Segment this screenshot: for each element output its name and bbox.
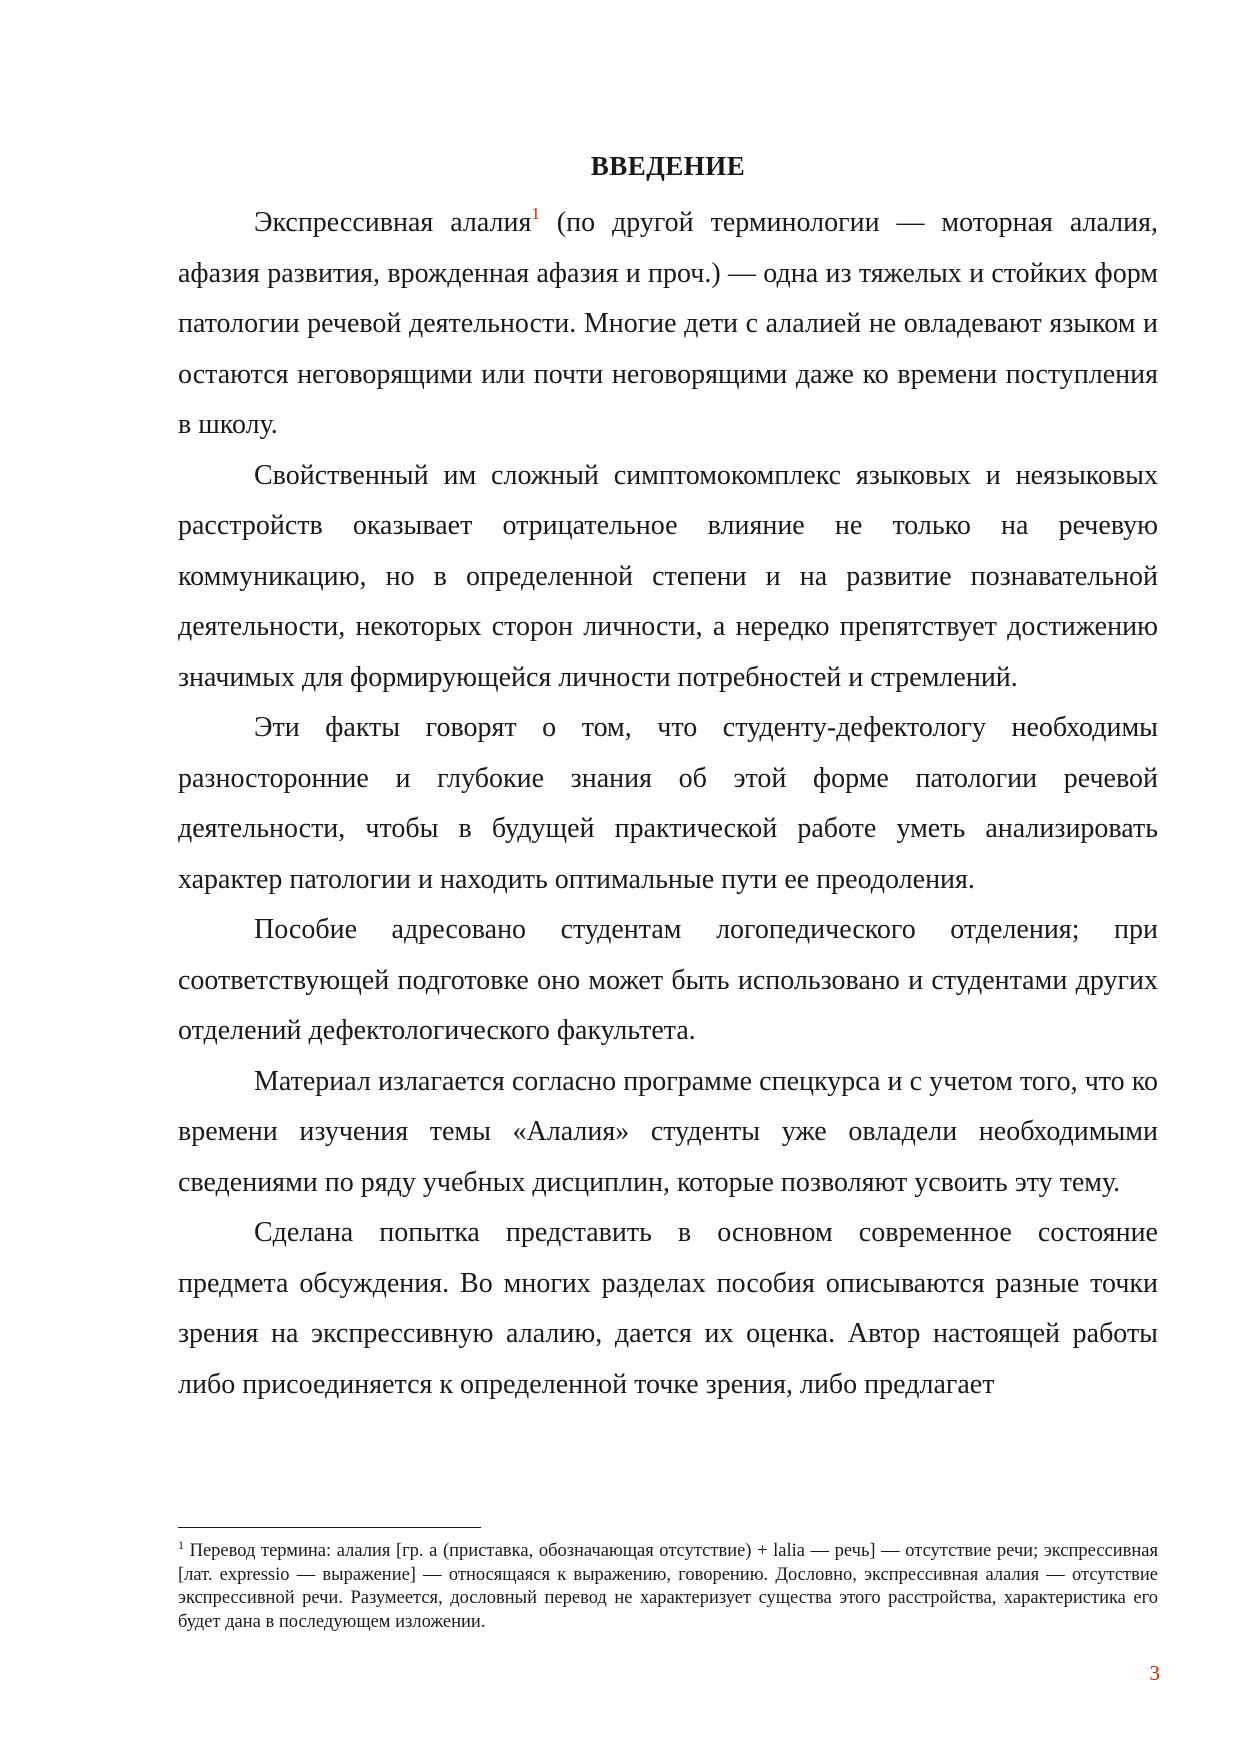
paragraph-1-text-start: Экспрессивная алалия bbox=[254, 207, 532, 238]
paragraph-1 bbox=[178, 198, 1158, 451]
body-text bbox=[178, 198, 1158, 1410]
footnote bbox=[178, 1537, 1158, 1634]
footnote-text: Перевод термина: алалия [гр. а (приставка, обозначающая отсутствие) + lalia — речь] — отсутствие речи; экспрессивная [лат. expressio — выражение] — относящаяся к выражению, говорению. Дословно, экспрессивная алалия — отсутствие экспрессивной речи. Разумеется, дословный перевод не характеризует существа этого расстройства, характеристика его будет дана в последующем изложении. bbox=[178, 1541, 1158, 1632]
footnote-separator bbox=[178, 1527, 481, 1528]
footnote-reference-link[interactable]: 1 bbox=[531, 203, 540, 223]
paragraph-4: Пособие адресовано студентам логопедического отделения; при соответствующей подготовке оно может быть использовано и студентами других отделений дефектологического факультета. bbox=[178, 914, 1158, 1046]
page-number: 3 bbox=[1149, 1661, 1160, 1685]
paragraph-3: Эти факты говорят о том, что студенту-дефектологу необходимы разносторонние и глубокие знания об этой форме патологии речевой деятельности, чтобы в будущей практической работе уметь анализировать характер патологии и находить оптимальные пути ее преодоления. bbox=[178, 712, 1158, 895]
paragraph-1-text-end: (по другой терминологии — моторная алалия, афазия развития, врожденная афазия и проч.) — одна из тяжелых и стойких форм патологии речевой деятельности. Многие дети с алалией не овладевают языком и остаются неговорящими или почти неговорящими даже ко времени поступления в школу. bbox=[178, 207, 1158, 440]
paragraph-2: Свойственный им сложный симптомокомплекс языковых и неязыковых расстройств оказывает отрицательное влияние не только на речевую коммуникацию, но в определенной степени и на развитие познавательной деятельности, некоторых сторон личности, а нередко препятствует достижению значимых для формирующейся личности потребностей и стремлений. bbox=[178, 459, 1158, 693]
footnote-marker: 1 bbox=[178, 1537, 184, 1552]
paragraph-5: Материал излагается согласно программе спецкурса и с учетом того, что ко времени изучения темы «Алалия» студенты уже овладели необходимыми сведениями по ряду учебных дисциплин, которые позволяют усвоить эту тему. bbox=[178, 1065, 1158, 1198]
section-title: ВВЕДЕНИЕ bbox=[590, 151, 746, 181]
paragraph-6: Сделана попытка представить в основном современное состояние предмета обсуждения. Во многих разделах пособия описываются разные точки зрения на экспрессивную алалию, дается их оценка. Автор настоящей работы либо присоединяется к определенной точке зрения, либо предлагает bbox=[178, 1217, 1158, 1400]
